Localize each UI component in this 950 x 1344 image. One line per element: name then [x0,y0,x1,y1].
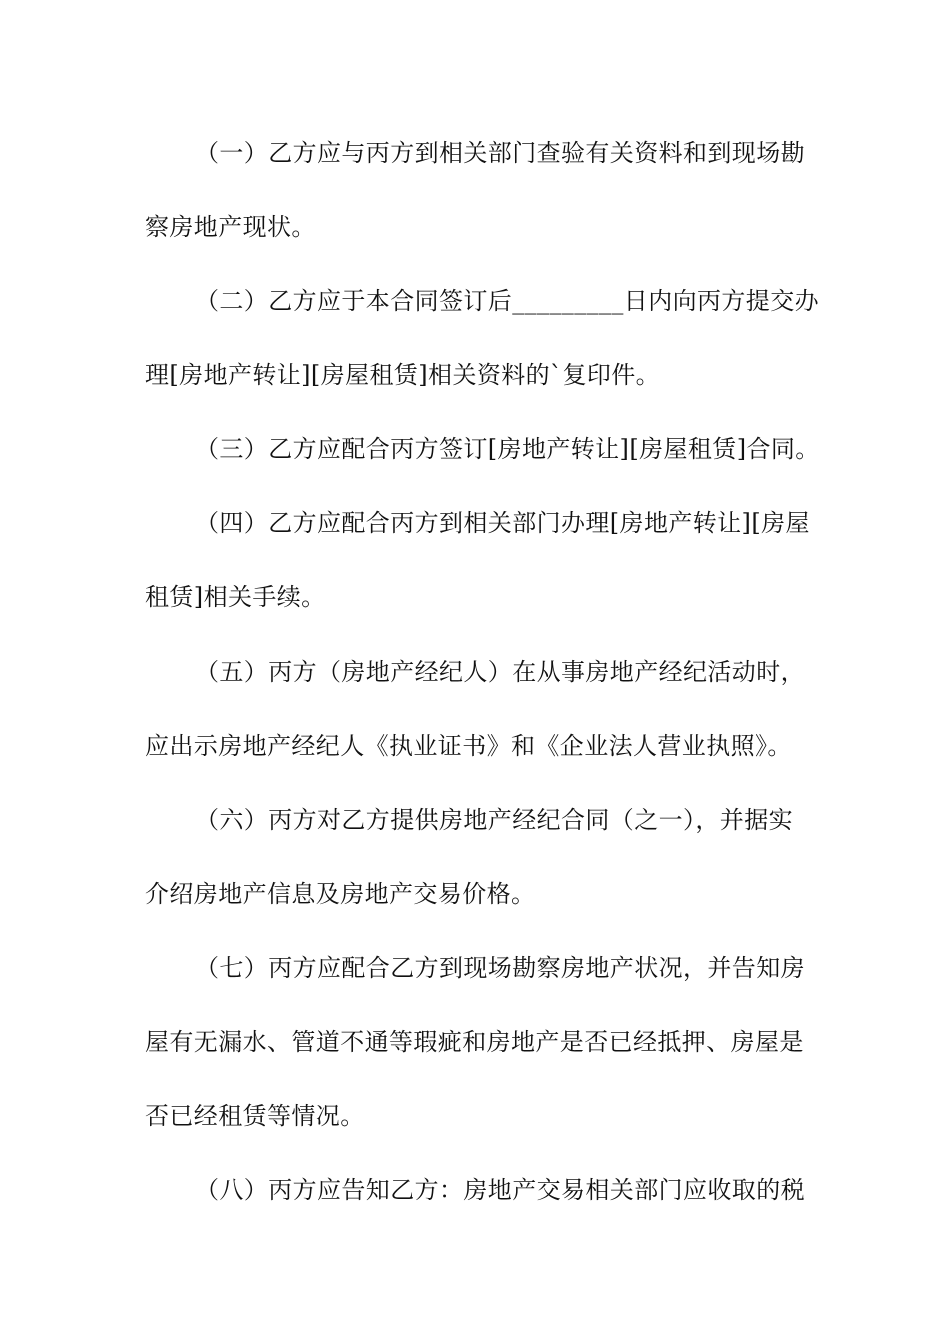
clause-6-line-1: （六）丙方对乙方提供房地产经纪合同（之一），并据实 [195,806,793,834]
clause-7-line-2: 屋有无漏水、管道不通等瑕疵和房地产是否已经抵押、房屋是 [145,1028,804,1056]
clause-2-line-1: （二）乙方应于本合同签订后_________日内向丙方提交办 [195,287,819,315]
clause-6-line-2: 介绍房地产信息及房地产交易价格。 [145,880,536,908]
clause-8-line-1: （八）丙方应告知乙方：房地产交易相关部门应收取的税 [195,1176,805,1204]
clause-5-line-2: 应出示房地产经纪人《执业证书》和《企业法人营业执照》。 [145,732,792,760]
clause-7-line-3: 否已经租赁等情况。 [145,1102,365,1130]
clause-3-line-1: （三）乙方应配合丙方签订[房地产转让][房屋租赁]合同。 [195,435,820,463]
clause-1-line-1: （一）乙方应与丙方到相关部门查验有关资料和到现场勘 [195,139,805,167]
clause-2-line-2: 理[房地产转让][房屋租赁]相关资料的`复印件。 [145,361,661,389]
clause-4-line-2: 租赁]相关手续。 [145,583,326,611]
clause-1-line-2: 察房地产现状。 [145,213,316,241]
clause-4-line-1: （四）乙方应配合丙方到相关部门办理[房地产转让][房屋 [195,509,810,537]
clause-5-line-1: （五）丙方（房地产经纪人）在从事房地产经纪活动时， [195,658,805,686]
clause-7-line-1: （七）丙方应配合乙方到现场勘察房地产状况，并告知房 [195,954,805,982]
